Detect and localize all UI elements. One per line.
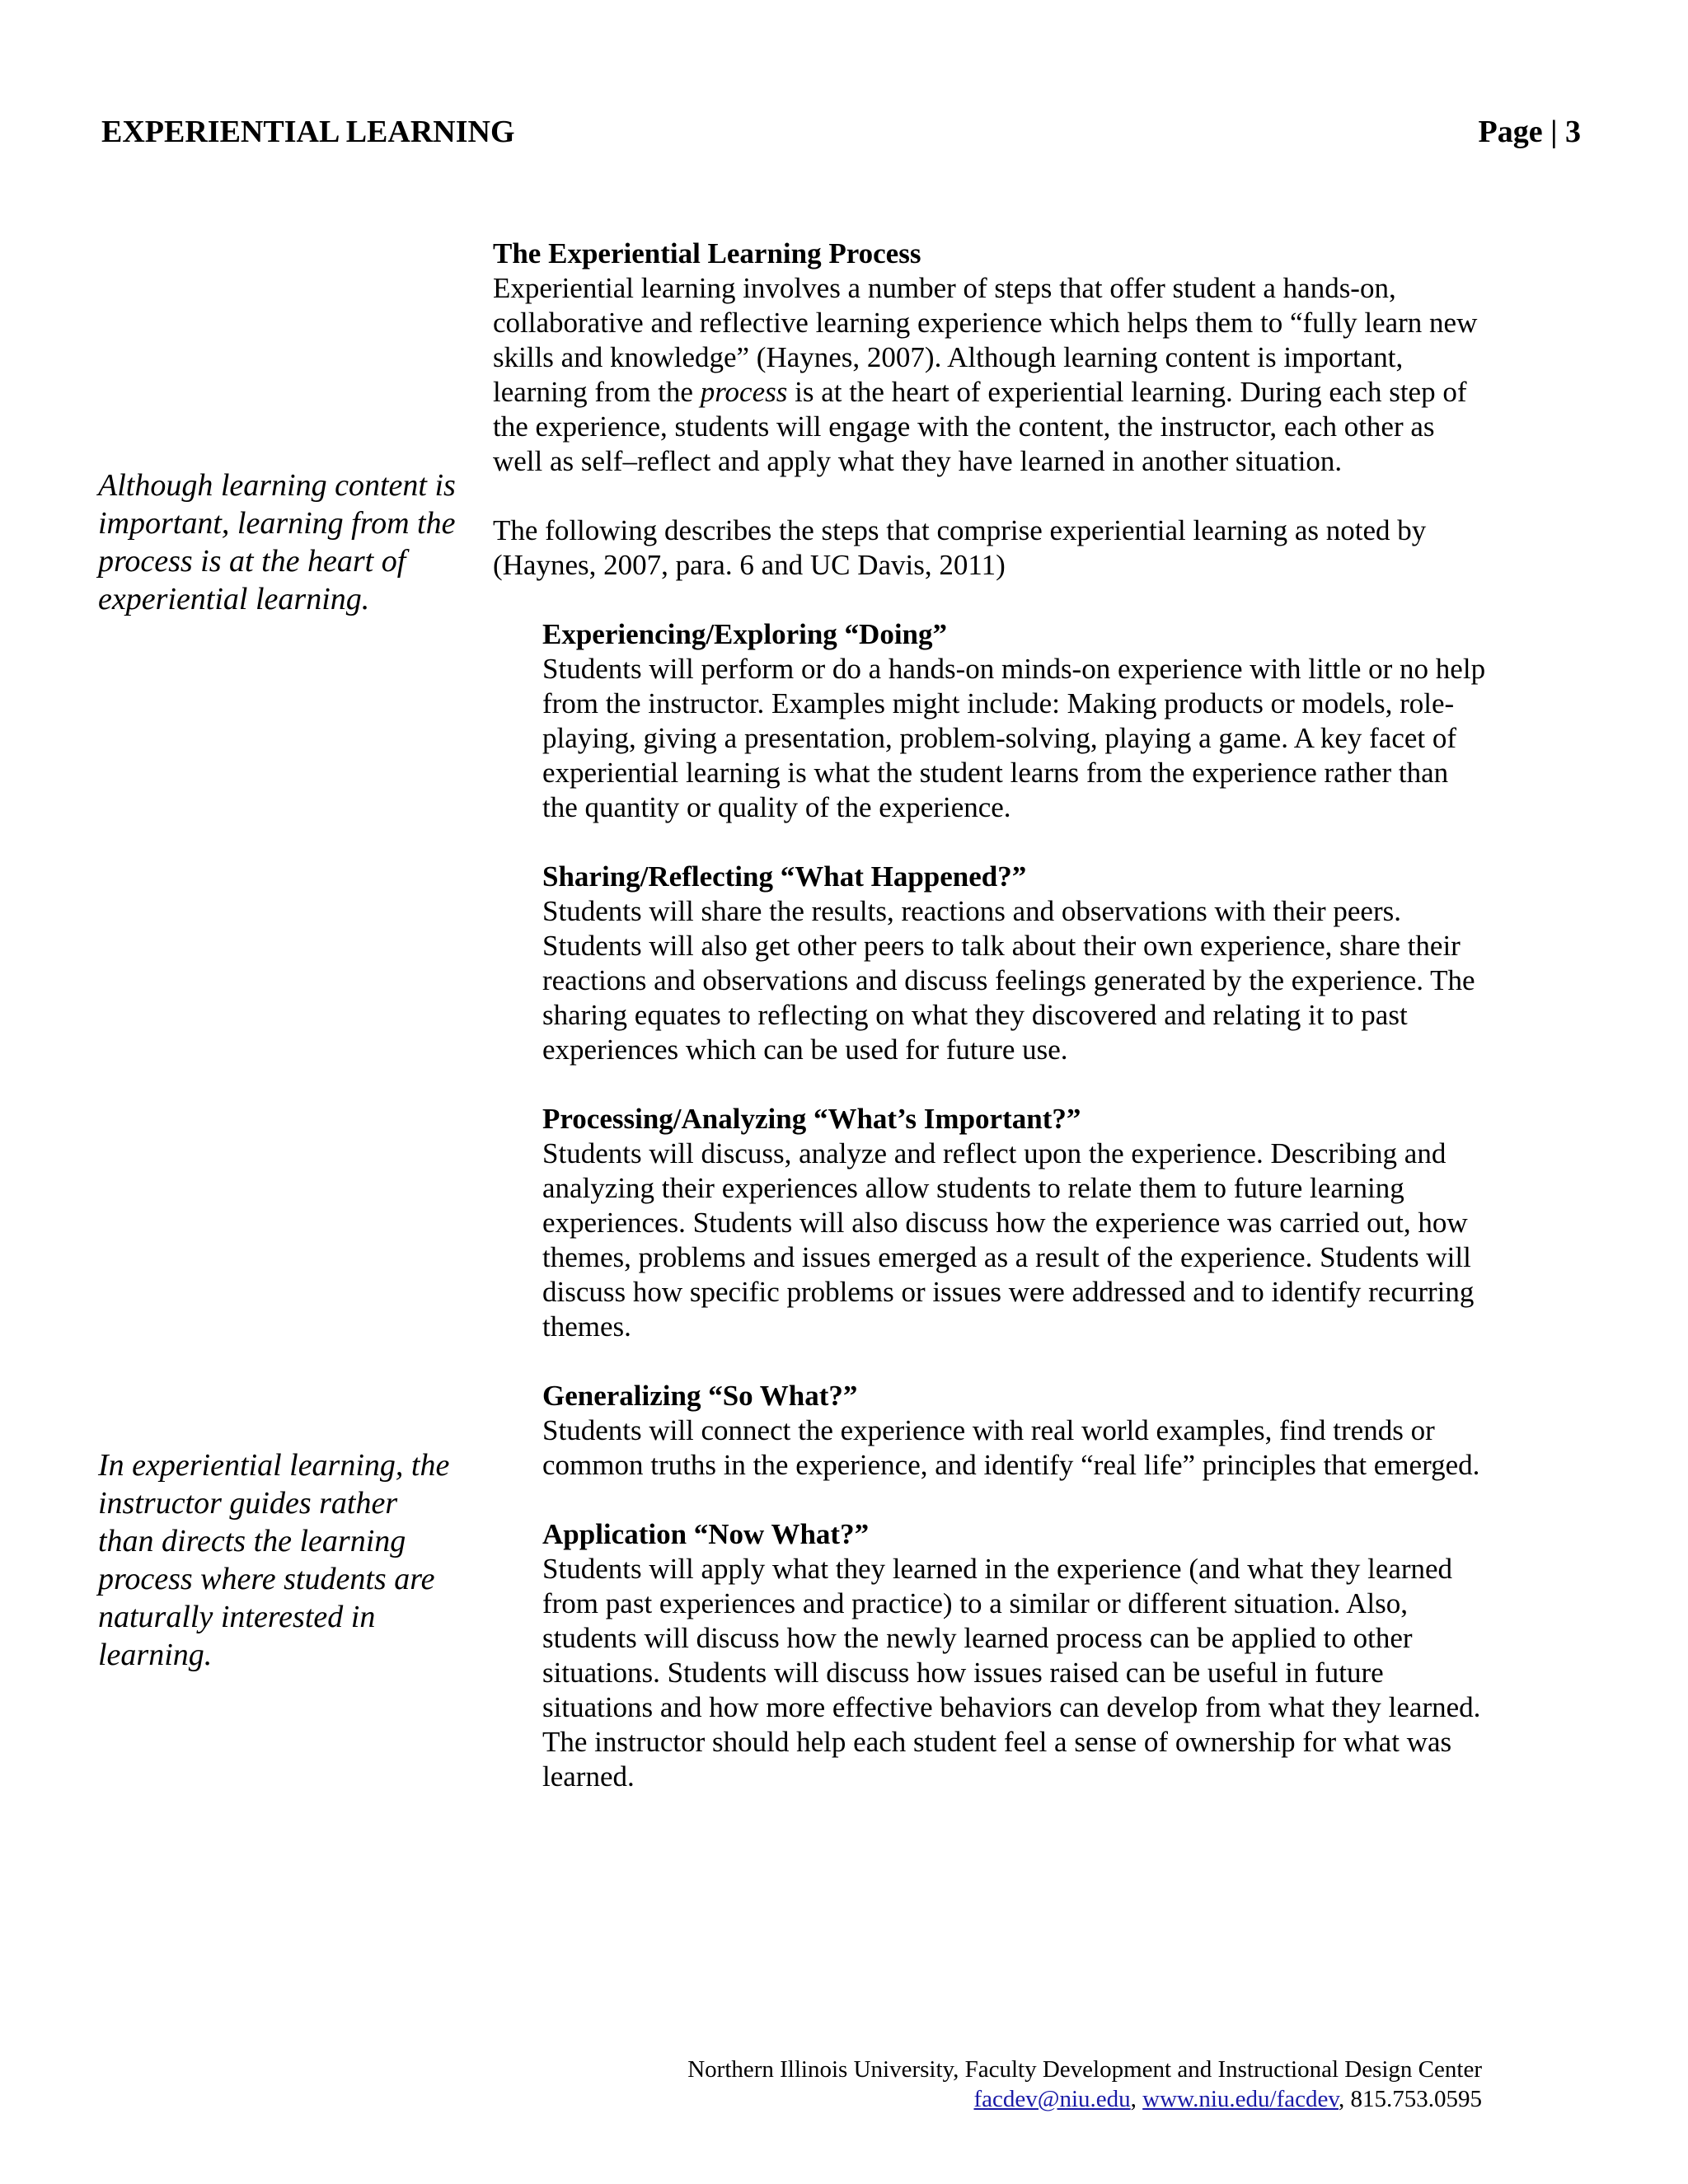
step-body: Students will share the results, reactions and observations with their peers. Students will also get other peers to talk about their own experience, share their reactions and observations and discuss feelings generated by the experience. The sharing equates to reflecting on what they discovered and relating it to past experiences which can be used for future use. [542, 895, 1475, 1066]
step-title: Experiencing/Exploring “Doing” [542, 618, 948, 650]
footer-separator: , [1130, 2086, 1143, 2112]
footer-separator: , [1339, 2086, 1351, 2112]
section-title: The Experiential Learning Process [493, 237, 921, 269]
main-content [493, 237, 1490, 1829]
footer-email-link[interactable]: facdev@niu.edu [973, 2086, 1131, 2112]
intro-italic-word: process [700, 376, 788, 408]
page-number: Page | 3 [1478, 115, 1581, 149]
steps-list [542, 617, 1490, 1794]
page-footer [687, 2055, 1482, 2114]
footer-phone: 815.753.0595 [1350, 2086, 1482, 2112]
document-title: EXPERIENTIAL LEARNING [101, 115, 515, 149]
steps-lead-paragraph: The following describes the steps that comprise experiential learning as noted by (Haynes, 2007, para. 6 and UC Davis, 2011) [493, 514, 1427, 581]
step-item [542, 1379, 1490, 1483]
step-item [542, 1102, 1490, 1344]
footer-institution: Northern Illinois University, Faculty Development and Instructional Design Center [687, 2056, 1482, 2083]
step-title: Sharing/Reflecting “What Happened?” [542, 860, 1027, 893]
step-item [542, 1517, 1490, 1794]
step-title: Application “Now What?” [542, 1518, 870, 1550]
page-header [101, 114, 1581, 155]
sidebar-pullquote-2: In experiential learning, the instructor guides rather than directs the learning process where students are naturally interested in learning. [98, 1448, 450, 1672]
intro-paragraph [493, 271, 1490, 479]
step-body: Students will connect the experience with real world examples, find trends or common truths in the experience, and identify “real life” principles that emerged. [542, 1414, 1480, 1481]
step-title: Generalizing “So What?” [542, 1380, 858, 1412]
step-item [542, 617, 1490, 825]
step-title: Processing/Analyzing “What’s Important?” [542, 1103, 1081, 1135]
intro-text-end: is at the heart of experiential learning. During each step of the experience, students will engage with the content, the instructor, each other as well as self–reflect and apply what they have learned in another situation. [493, 376, 1467, 477]
sidebar-pullquote-1: Although learning content is important, learning from the process is at the heart of experiential learning. [98, 468, 456, 616]
footer-website-link[interactable]: www.niu.edu/facdev [1142, 2086, 1339, 2112]
step-body: Students will discuss, analyze and reflect upon the experience. Describing and analyzing their experiences allow students to relate them to future learning experiences. Students will also discuss how the experience was carried out, how themes, problems and issues emerged as a result of the experience. Students will discuss how specific problems or issues were addressed and to identify recurring themes. [542, 1137, 1475, 1343]
intro-text-start: Experiential learning involves a number of steps that offer student a hands-on, collaborative and reflective learning experience which helps them to “fully learn new skills and knowledge” (Haynes, 2007). Although learning content is important, learning from the [493, 272, 1478, 408]
step-body: Students will apply what they learned in the experience (and what they learned from past experiences and practice) to a similar or different situation. Also, students will discuss how the newly learned process can be applied to other situations. Students will discuss how issues raised can be useful in future situations and how more effective behaviors can develop from what they learned. The instructor should help each student feel a sense of ownership for what was learned. [542, 1553, 1481, 1793]
step-body: Students will perform or do a hands-on minds-on experience with little or no help from the instructor. Examples might include: Making products or models, role-playing, giving a presentation, problem-solving, playing a game. A key facet of experiential learning is what the student learns from the experience rather than the quantity or quality of the experience. [542, 653, 1486, 823]
step-item [542, 860, 1490, 1067]
footer-contact [687, 2084, 1482, 2114]
